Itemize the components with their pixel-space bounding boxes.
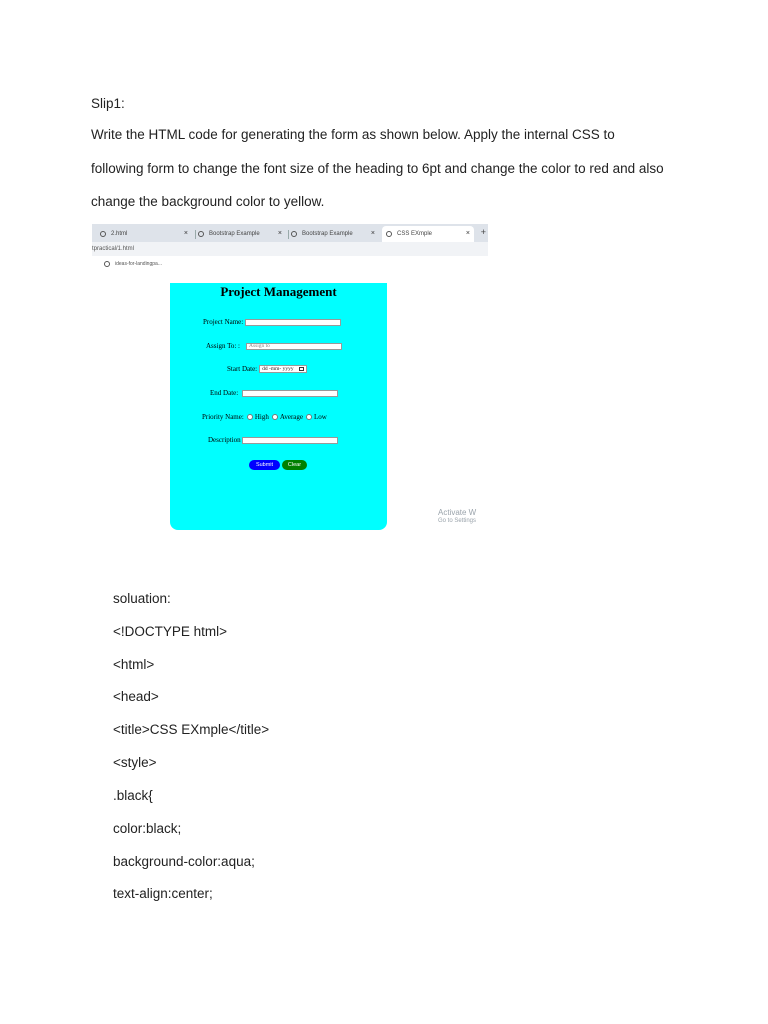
end-date-row <box>210 389 338 397</box>
globe-icon <box>386 231 392 237</box>
date-placeholder: dd -mm- yyyy <box>262 366 294 372</box>
radio-high-label: High <box>254 413 269 421</box>
priority-label: Priority Name: <box>202 413 244 421</box>
close-icon[interactable]: × <box>183 230 188 237</box>
globe-icon <box>104 261 110 267</box>
tab-separator <box>288 230 289 239</box>
solution-label: soluation: <box>113 591 171 606</box>
globe-icon <box>198 231 204 237</box>
question-line-2: following form to change the font size of the heading to 6pt and change the color to red and also <box>91 161 664 176</box>
code-line: <style> <box>113 755 157 770</box>
activate-windows-watermark: Activate W <box>438 508 477 517</box>
priority-row <box>202 413 327 421</box>
tab-label: Bootstrap Example <box>302 231 353 237</box>
project-name-row <box>203 318 341 326</box>
code-line: background-color:aqua; <box>113 854 255 869</box>
code-line: text-align:center; <box>113 886 213 901</box>
bookmarks-bar <box>92 256 488 272</box>
code-line: <title>CSS EXmple</title> <box>113 722 270 737</box>
form-title: Project Management <box>220 284 337 299</box>
clear-button[interactable]: Clear <box>282 460 307 470</box>
start-date-label: Start Date: <box>227 365 258 373</box>
description-label: Description <box>208 436 241 444</box>
calendar-icon[interactable] <box>299 367 304 371</box>
new-tab-icon[interactable]: + <box>480 227 486 237</box>
tab-label: 2.html <box>111 231 128 237</box>
submit-button[interactable]: Submit <box>249 460 280 470</box>
start-date-row <box>227 365 307 373</box>
bookmark-label: ideas-for-landingpa... <box>115 261 162 267</box>
assign-to-input[interactable]: Assign to <box>246 343 342 350</box>
tab-2-html[interactable] <box>100 226 192 242</box>
description-input[interactable] <box>242 437 338 444</box>
bookmark-item[interactable] <box>104 261 162 267</box>
browser-tab-bar <box>92 224 488 242</box>
tab-label: CSS EXmple <box>397 231 433 237</box>
close-icon[interactable]: × <box>465 230 470 237</box>
globe-icon <box>100 231 106 237</box>
close-icon[interactable]: × <box>370 230 375 237</box>
tab-css-exmple[interactable] <box>382 226 474 242</box>
tab-separator <box>195 230 196 239</box>
description-row <box>208 436 338 444</box>
radio-average-label: Average <box>279 413 303 421</box>
end-date-label: End Date: <box>210 389 239 397</box>
project-management-form <box>170 283 387 530</box>
code-line: <html> <box>113 657 155 672</box>
project-name-label: Project Name: <box>203 318 244 326</box>
code-line: .black{ <box>113 788 153 803</box>
code-line: <!DOCTYPE html> <box>113 624 228 639</box>
activate-windows-subtext: Go to Settings <box>438 518 477 524</box>
question-line-3: change the background color to yellow. <box>91 194 325 209</box>
assign-to-row <box>206 342 342 350</box>
tab-label: Bootstrap Example <box>209 231 260 237</box>
radio-low[interactable] <box>306 414 312 420</box>
radio-low-label: Low <box>314 413 327 421</box>
address-bar[interactable]: tpractical/1.html <box>92 242 488 256</box>
code-line: <head> <box>113 689 159 704</box>
close-icon[interactable]: × <box>277 230 282 237</box>
code-line: color:black; <box>113 821 182 836</box>
embedded-screenshot <box>92 224 488 534</box>
tab-bootstrap-example-1[interactable] <box>198 226 286 242</box>
radio-high[interactable] <box>247 414 253 420</box>
question-line-1: Write the HTML code for generating the form as shown below. Apply the internal CSS to <box>91 127 615 142</box>
start-date-input[interactable] <box>259 365 307 373</box>
assign-to-label: Assign To: : <box>206 342 240 350</box>
slip-heading: Slip1: <box>91 96 125 111</box>
tab-bootstrap-example-2[interactable] <box>291 226 379 242</box>
end-date-input[interactable] <box>242 390 338 397</box>
project-name-input[interactable] <box>245 319 341 326</box>
radio-average[interactable] <box>272 414 278 420</box>
globe-icon <box>291 231 297 237</box>
